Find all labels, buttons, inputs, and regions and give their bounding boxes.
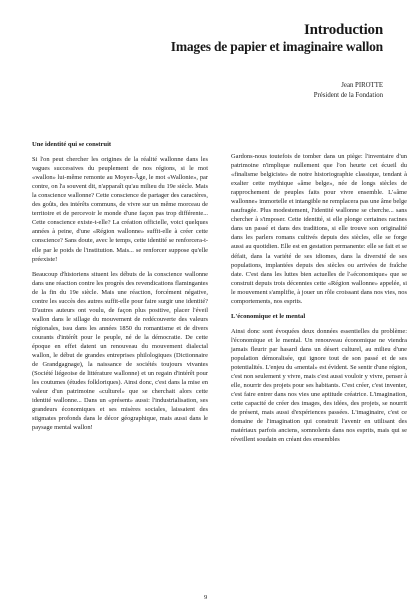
paragraph: Gardons-nous toutefois de tomber dans un piège: l'inventaire d'un patrimoine n'implique nullement que l'on heurte cet écueil du «finalisme belgiciste» de notre historiographie classique, tendant à exalter cette mythique «âme belge», née de longs siècles de rapprochement de peuples faits pour vivre ensemble. L'«âme wallonne» immortelle et intangible ne remplacera pas une âme belge naufragée. Plus modestement, l'identité wallonne se cherche... sans chercher à s'imposer. Cette identité, si elle plonge certaines racines dans un passé et dans des traditions, si elle trouve son originalité dans les parlers romans cultivés depuis des siècles, elle se forge aussi au quotidien. Elle est en gestation permanente: elle se fait et se défait, dans la variété de ses idiomes, dans la diversité de ses populations, implantées depuis des siècles ou arrivées de fraîche date. C'est dans les luttes bien actuelles de l'«économique» que se construit depuis trois décennies cette «Région wallonne» appelée, si le mouvement s'amplifie, à jouer un rôle croissant dans nos vies, nos comportements, nos esprits. <box>231 153 407 305</box>
section-heading-economique: L'économique et le mental <box>231 312 306 320</box>
paragraph: Si l'on peut chercher les origines de la réalité wallonne dans les vagues successives du peuplement de nos régions, si le mot «wallon» lui-même remonte au Moyen-Âge, le mot «Wallonie», par contre, on l'a souvent dit, n'apparaît qu'au milieu du 19e siècle. Mais la conscience wallonne? Cette conscience de partager des caractères, des goûts, des intérêts communs, de vivre sur un même morceau de territoire et de percevoir le monde d'une façon pas trop différente... Cette conscience existe-t-elle? La création officielle, voici quelques années à peine, d'une «Région wallonne» suffit-elle à créer cette conscience? Sans doute, avec le temps, cette identité se renforcera-t-elle par le poids de l'institution. Mais... se renforcer suppose qu'elle préexiste! <box>32 156 208 263</box>
paragraph: Ainsi donc sont évoquées deux données essentielles du problème: l'économique et le mental. Un renouveau économique ne viendra jamais fleurir par hasard dans un désert culturel, au milieu d'une population démoralisée, qui ignore tout de son passé et de ses potentialités. L'enjeu du «mental» est évident. Se sentir d'une région, c'est non seulement y vivre, mais c'est aussi vouloir y vivre, penser à elle, nourrir des projets pour ses habitants. C'est créer, c'est inventer, c'est faire entrer dans nos vies une aptitude créatrice. L'imagination, cette capacité de créer des images, des idées, des projets, se nourrit de présent, mais aussi d'expériences passées. L'imaginaire, c'est ce domaine de l'imagination qui construit l'avenir en utilisant des matériaux parfois anciens, somnolents dans nos esprits, mais qui se réveillent soudain en créant des ensembles <box>231 327 407 444</box>
right-column <box>231 152 407 450</box>
author-block <box>314 81 383 100</box>
paragraph: Beaucoup d'historiens situent les débuts de la conscience wallonne dans une réaction contre les progrès des revendications flamingantes de la fin du 19e siècle. Mais une réaction, forcément négative, contre les succès des autres suffit-elle pour faire surgir une identité? D'autres auteurs ont voulu, de façon plus positive, placer l'éveil wallon dans le sillage du mouvement de redécouverte des valeurs régionales, issu dans les années 1850 du romantisme et de divers courants d'intérêt pour le peuple, né de la démocratie. De cette époque en effet datent un renouveau du mouvement dialectal wallon, le début de grandes entreprises philologiques (Dictionnaire de Grandgagnage), la naissance de sociétés toujours vivantes (Société liégeoise de littérature wallonne) et un regain d'intérêt pour les coutumes (études folkloriques). Ainsi donc, c'est dans la mise en valeur d'un patrimoine «culturel» que se cherchait alors cette identité wallonne... Dans un «présent» aussi: l'industrialisation, ses grandeurs économiques et ses misères sociales, laissaient des stigmates profonds dans le décor géographique, mais aussi dans le paysage mental wallon! <box>32 270 208 432</box>
page-number: 9 <box>204 594 208 601</box>
page-heading <box>171 22 383 55</box>
page-subtitle: Images de papier et imaginaire wallon <box>170 39 383 54</box>
author-role: Président de la Fondation <box>313 91 383 99</box>
page-title: Introduction <box>303 22 383 38</box>
section-heading-identity: Une identité qui se construit <box>32 141 112 148</box>
author-name: Jean PIROTTE <box>341 82 383 89</box>
left-column <box>32 141 208 438</box>
